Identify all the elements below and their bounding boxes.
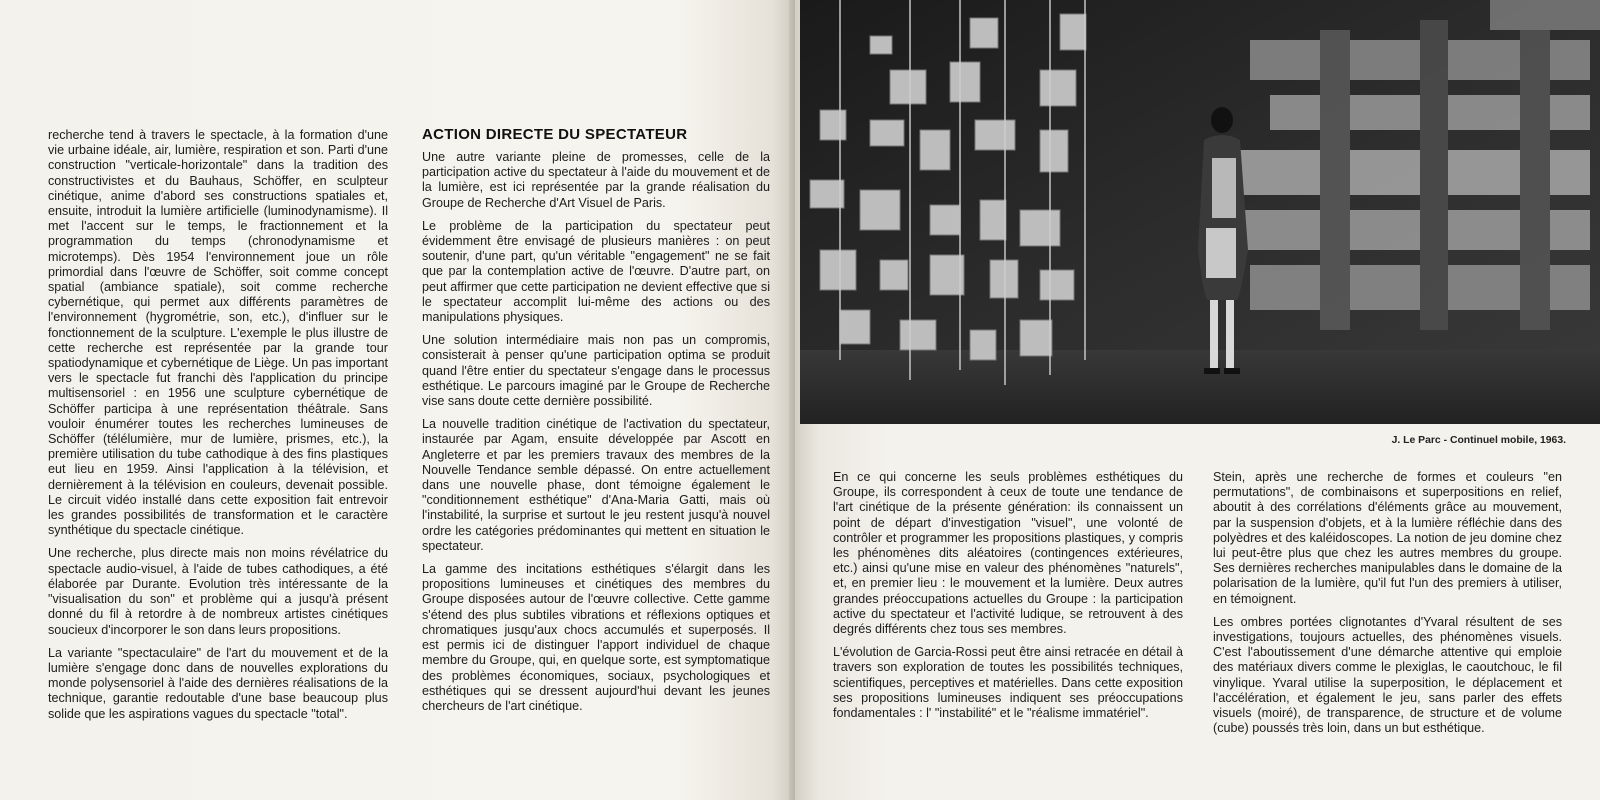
photo-caption: J. Le Parc - Continuel mobile, 1963. bbox=[1391, 435, 1566, 446]
left-column-2 bbox=[422, 150, 770, 722]
artwork-photograph bbox=[800, 0, 1600, 424]
photo-illustration bbox=[800, 0, 1600, 424]
paragraph: La nouvelle tradition cinétique de l'activation du spectateur, instaurée par Agam, ensuite développée par Ascott en Angleterre et par les premiers travaux des membres de la Nouvelle Tendance semble dépassé. On entre actuellement dans une nouvelle phase, dont témoigne également le "conditionnement esthétique" d'Ana-Maria Gatti, mais où l'instabilité, la surprise et surtout le jeu restent jusqu'à nouvel ordre les catégories prédominantes qui mettent en situation le spectateur. bbox=[422, 417, 770, 553]
section-heading: ACTION DIRECTE DU SPECTATEUR bbox=[422, 126, 688, 143]
right-column-1 bbox=[833, 470, 1183, 729]
right-column-2 bbox=[1213, 470, 1562, 744]
paragraph: Stein, après une recherche de formes et couleurs "en permutations", de combinaisons et superpositions en relief, aboutit à des corrélations d'éléments grâce au mouvement, par la suspension d'objets, et à la lumière réfléchie dans des polyèdres et des kaléidoscopes. La notion de jeu domine chez lui peut-être plus que chez les autres membres du groupe. Ses dernières recherches manipulables dans le domaine de la polarisation de la lumière, qu'il fut l'un des premiers à utiliser, en témoignent. bbox=[1213, 470, 1562, 606]
left-page bbox=[0, 0, 795, 800]
paragraph: La variante "spectaculaire" de l'art du mouvement et de la lumière s'engage donc dans de nouvelles explorations du monde polysensoriel à l'aide des dernières réalisations de la technique, garantie redoutable d'une base beaucoup plus solide que les aspirations vagues du spectacle "total". bbox=[48, 645, 388, 721]
paragraph: La gamme des incitations esthétiques s'élargit dans les propositions lumineuses et cinétiques des membres du Groupe disposées autour de l'œuvre collective. Cette gamme s'étend des plus subtiles vibrations et réflexions optiques et chromatiques jusqu'aux chocs accumulés et superposés. Il est permis ici de distinguer l'apport individuel de chaque membre du Groupe, qui, en quelque sorte, est symptomatique des problèmes économiques, sociaux, psychologiques et esthétiques qui se dressent aujourd'hui devant les jeunes chercheurs de l'art cinétique. bbox=[422, 562, 770, 713]
paragraph: Les ombres portées clignotantes d'Yvaral résultent de ses investigations, toujours actuelles, des phénomènes visuels. C'est l'aboutissement d'une démarche attentive qui emploie des matériaux divers comme le plexiglas, le caoutchouc, le fil vinylique. Yvaral utilise la superposition, le déplacement et l'accélération, et également le jeu, sans parler des effets visuels (moiré), de transparence, de structure et de volume (cube) poussés très loin, dans un but esthétique. bbox=[1213, 614, 1562, 736]
paragraph: Une recherche, plus directe mais non moins révélatrice du spectacle audio-visuel, à l'aide de tubes cathodiques, a été élaborée par Durante. Evolution très intéressante de la "visualisation du son" et problème qui a jusqu'à présent donné du fil à retordre à de nombreux artistes cinétiques soucieux d'incorporer le son dans leurs propositions. bbox=[48, 546, 388, 637]
paragraph: En ce qui concerne les seuls problèmes esthétiques du Groupe, ils correspondent à ceux de toute une tendance de l'art cinétique de la présente génération: ils connaissent un point de départ d'investigation "visuel", une volonté de contrôler et programmer les propositions plastiques, y compris les phénomènes dits aléatoires (contingences extérieures, etc.) ainsi qu'une mise en valeur des phénomènes "naturels", et, en premier lieu : le mouvement et la lumière. Deux autres grandes préoccupations actuelles du Groupe : la participation active du spectateur et l'activité ludique, se retrouvent à des degrés différents chez tous ses membres. bbox=[833, 470, 1183, 637]
paragraph: recherche tend à travers le spectacle, à la formation d'une vie urbaine idéale, air, lumière, respiration et son. Parti d'une construction "verticale-horizontale" dans la tradition des constructivistes et du Bauhaus, Schöffer, en sculpteur cinétique, anime d'abord ses constructions spatiales et, ensuite, introduit la lumière artificielle (luminodynamisme). Il met l'accent sur le temps, le fractionnement et la programmation du temps (chronodynamisme et microtemps). Dès 1954 l'environnement joue un rôle primordial dans l'œuvre de Schöffer, soit comme concept spatial (ambiance spatiale), soit comme recherche cybernétique, qui permet aux différents paramètres de l'environnement (hygrométrie, son, etc.), d'influer sur le fonctionnement de la sculpture. L'exemple le plus illustre de cette recherche est représentée par la grande tour spatiodynamique et cybernétique de Liège. Un pas important vers le spectacle fut franchi dès l'application du principe multisensoriel : en 1956 une sculpture cybernétique de Schöffer participa à une représentation théâtrale. Sans vouloir énumérer toutes les recherches lumineuses de Schöffer (télélumière, mur de lumière, prismes, etc.), la première utilisation du tube cathodique à des fins plastiques eut lieu en 1959. Ainsi l'application à la télévision, et dernièrement à la télévision en couleurs, devenait possible. Le circuit vidéo installé dans cette exposition fait entrevoir les grandes possibilités de transformation et le caractère synthétique du spectacle cinétique. bbox=[48, 128, 388, 538]
paragraph: L'évolution de Garcia-Rossi peut être ainsi retracée en détail à travers son exploration de toutes les possibilités techniques, scientifiques, perceptives et matérielles. Dans cette exposition ses propositions lumineuses indiquent ses préoccupations fondamentales : l' "instabilité" et le "réalisme immatériel". bbox=[833, 645, 1183, 721]
paragraph: Une solution intermédiaire mais non pas un compromis, consisterait à penser qu'une participation optima se produit quand l'être entier du spectateur s'engage dans le processus esthétique. Le parcours imaginé par le Groupe de Recherche vise sans doute cette dernière possibilité. bbox=[422, 333, 770, 409]
paragraph: Une autre variante pleine de promesses, celle de la participation active du spectateur à l'aide du mouvement et de la lumière, est ici représentée par la grande réalisation du Groupe de Recherche d'Art Visuel de Paris. bbox=[422, 150, 770, 210]
left-column-1 bbox=[48, 128, 388, 730]
paragraph: Le problème de la participation du spectateur peut évidemment être envisagé de plusieurs manières : on peut soutenir, d'une part, qu'un véritable "engagement" ne se fait que par la contemplation active de l'œuvre. D'autre part, on peut affirmer que cette participation ne devient effective que si le spectateur accomplit lui-même des actions ou des manipulations physiques. bbox=[422, 218, 770, 325]
